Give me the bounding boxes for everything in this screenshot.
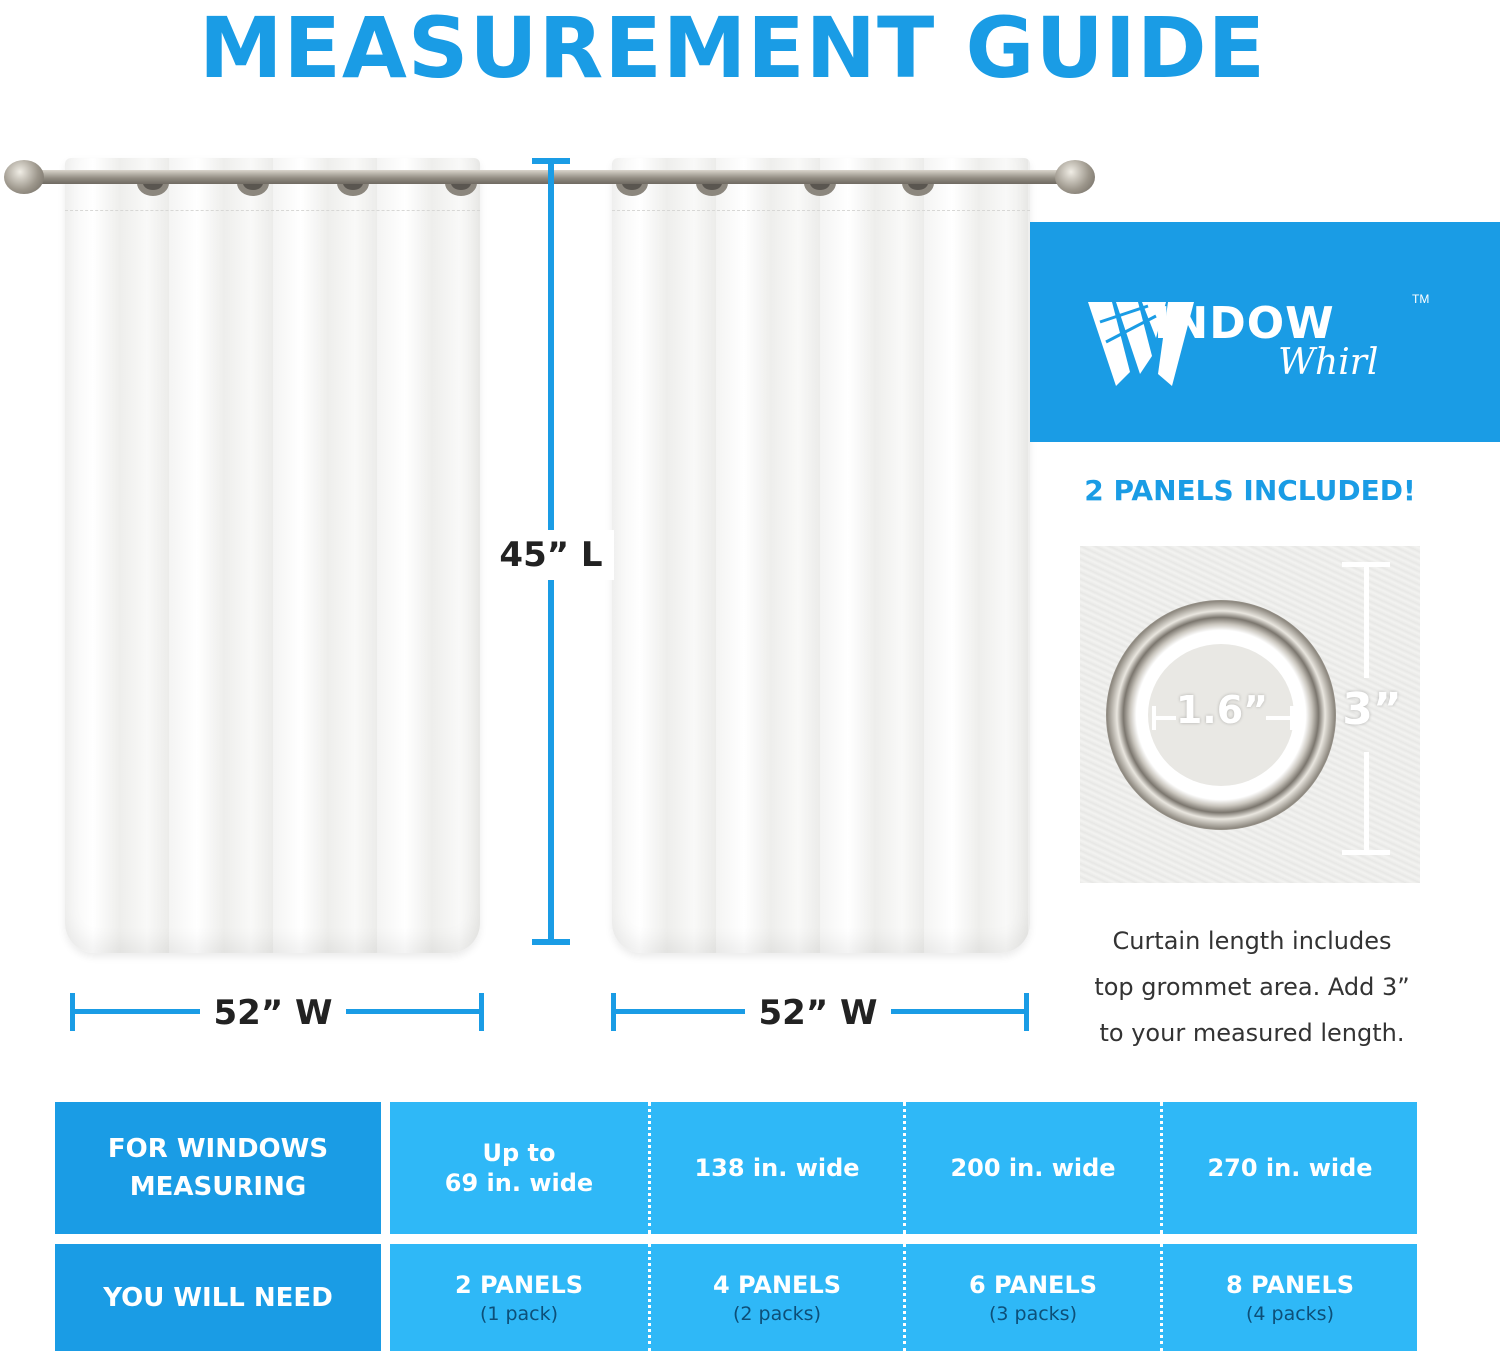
- length-dimension-cap-top: [532, 158, 570, 164]
- height-line-bottom: [1364, 752, 1369, 852]
- cell-packs: (2 packs): [732, 1302, 821, 1325]
- cell-line: Up to: [482, 1139, 556, 1167]
- cell-packs: (1 pack): [479, 1302, 559, 1325]
- table-cell-need: [651, 1244, 903, 1351]
- cell-panels: 4 PANELS: [712, 1270, 842, 1299]
- height-cap-top: [1342, 562, 1390, 567]
- brand-subword: Whirl: [1278, 342, 1379, 383]
- length-note: [1062, 918, 1442, 1056]
- curtain-panel-right: [612, 158, 1030, 953]
- grommet-height-label: 3”: [1342, 684, 1402, 735]
- table-cell-width: 270 in. wide: [1207, 1154, 1373, 1182]
- table-cell-width: 138 in. wide: [694, 1154, 860, 1182]
- row-header-windows: [55, 1102, 381, 1234]
- row-header-need: YOU WILL NEED: [55, 1244, 381, 1351]
- width-dimension-cap: [70, 993, 75, 1031]
- note-line: top grommet area. Add 3”: [1094, 973, 1410, 1001]
- brand-trademark: TM: [1412, 292, 1430, 306]
- length-label: 45” L: [488, 530, 614, 580]
- panel-stitch: [612, 210, 1030, 211]
- cell-panels: 6 PANELS: [968, 1270, 1098, 1299]
- height-line-top: [1364, 566, 1369, 678]
- header-line: FOR WINDOWS: [107, 1134, 329, 1164]
- rod-finial-right: [1055, 160, 1095, 194]
- table-cell-width: 200 in. wide: [950, 1154, 1116, 1182]
- note-line: to your measured length.: [1099, 1019, 1405, 1047]
- rod-finial-left: [4, 160, 44, 194]
- brand-banner: [1030, 222, 1500, 442]
- table-cell-width: [390, 1102, 648, 1234]
- curtain-panel-left: [65, 158, 480, 953]
- width-label-right: 52” W: [745, 990, 891, 1036]
- diameter-cap-right: [1290, 706, 1294, 730]
- panels-included-label: 2 PANELS INCLUDED!: [1084, 474, 1416, 507]
- curtain-rod: [20, 170, 1090, 184]
- cell-packs: (3 packs): [988, 1302, 1077, 1325]
- header-line: MEASURING: [129, 1172, 307, 1202]
- table-cell-need: [906, 1244, 1160, 1351]
- height-cap-bottom: [1342, 850, 1390, 855]
- cell-line: 69 in. wide: [444, 1169, 594, 1197]
- diameter-cap-left: [1152, 706, 1156, 730]
- length-dimension-cap-bottom: [532, 939, 570, 945]
- width-dimension-cap: [611, 993, 616, 1031]
- table-cell-need: [390, 1244, 648, 1351]
- panel-stitch: [65, 210, 480, 211]
- note-line: Curtain length includes: [1112, 927, 1392, 955]
- width-dimension-cap: [1024, 993, 1029, 1031]
- width-label-left: 52” W: [200, 990, 346, 1036]
- grommet-diameter-label: 1.6”: [1175, 688, 1269, 732]
- cell-panels: 2 PANELS: [454, 1270, 584, 1299]
- cell-panels: 8 PANELS: [1225, 1270, 1355, 1299]
- brand-wordmark: INDOW: [1154, 298, 1335, 349]
- grommet-detail-image: [1080, 546, 1420, 883]
- width-dimension-cap: [479, 993, 484, 1031]
- cell-packs: (4 packs): [1245, 1302, 1334, 1325]
- page-title: MEASUREMENT GUIDE: [198, 0, 1267, 97]
- table-cell-need: [1163, 1244, 1417, 1351]
